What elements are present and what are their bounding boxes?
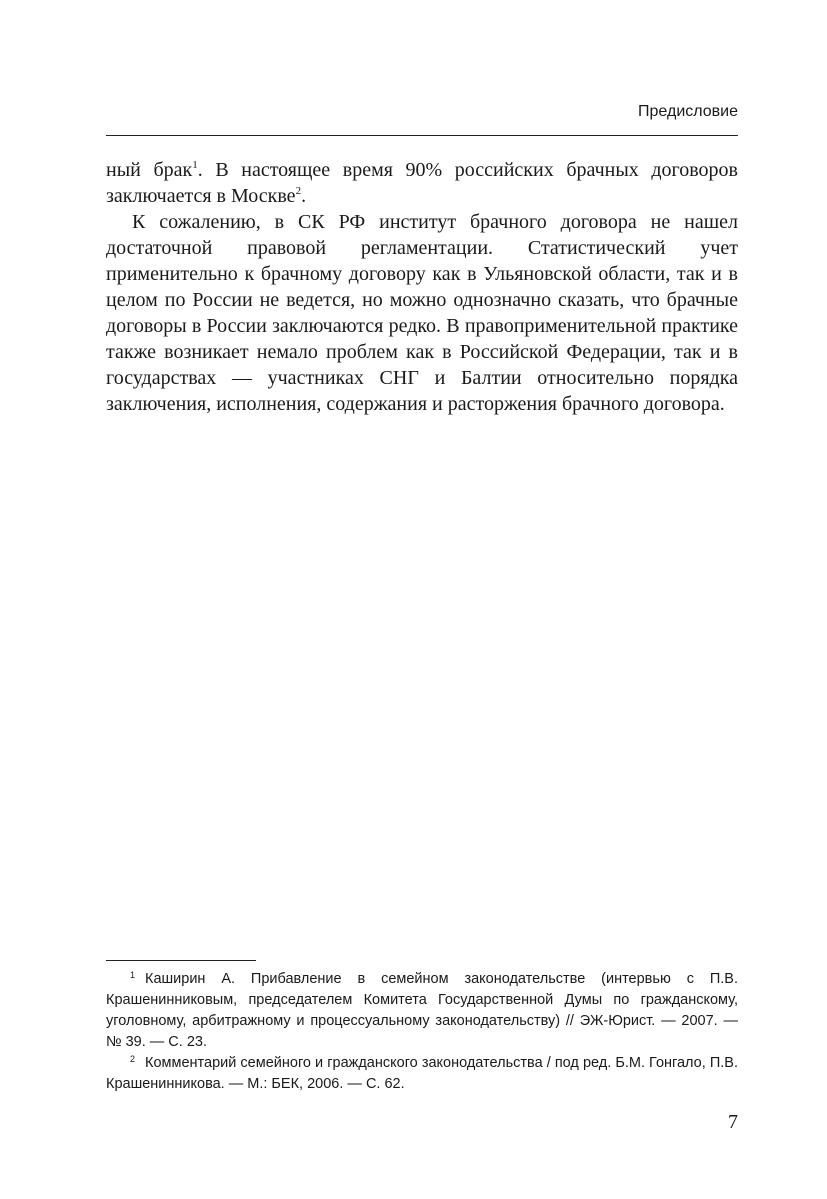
footnote-1-text: Каширин А. Прибавление в семейном законодательстве (интервью с П.В. Крашенинниковым, председателем Комитета Государственной Думы по гражданскому, уголовному, арбитражному и процессуальному законодательству) // ЭЖ-Юрист. — 2007. — № 39. — С. 23.	[106, 971, 738, 1050]
footnote-1	[106, 969, 738, 1053]
footnote-ref-1: 1	[192, 159, 198, 171]
running-header: Предисловие	[638, 103, 738, 120]
page-number: 7	[728, 1111, 738, 1133]
paragraph-1	[106, 157, 738, 209]
footnote-2	[106, 1053, 738, 1095]
paragraph-1-text-c: .	[301, 185, 307, 207]
footnote-2-number: 2	[130, 1054, 136, 1064]
footnote-rule	[106, 960, 256, 961]
footnote-ref-2: 2	[295, 185, 302, 197]
footnote-2-text: Комментарий семейного и гражданского законодательства / под ред. Б.М. Гонгало, П.В. Крашенинникова. — М.: БЕК, 2006. — С. 62.	[106, 1055, 738, 1092]
paragraph-2: К сожалению, в СК РФ институт брачного договора не нашел достаточной правовой регламентации. Статистический учет применительно к брачному договору как в Ульяновской области, так и в целом по России не ведется, но можно однозначно сказать, что брачные договоры в России заключаются редко. В правоприменительной практике также возникает немало проблем как в Российской Федерации, так и в государствах — участниках СНГ и Балтии относительно порядка заключения, исполнения, содержания и расторжения брачного договора.	[106, 211, 738, 415]
footnote-1-number: 1	[130, 970, 136, 980]
paragraph-1-text-b: . В настоящее время 90% российских брачных договоров заключается в Москве	[106, 159, 738, 207]
footnotes	[106, 969, 738, 1095]
header-rule	[106, 135, 738, 136]
body-text	[106, 157, 738, 417]
paragraph-1-text-a: ный брак	[106, 159, 193, 181]
